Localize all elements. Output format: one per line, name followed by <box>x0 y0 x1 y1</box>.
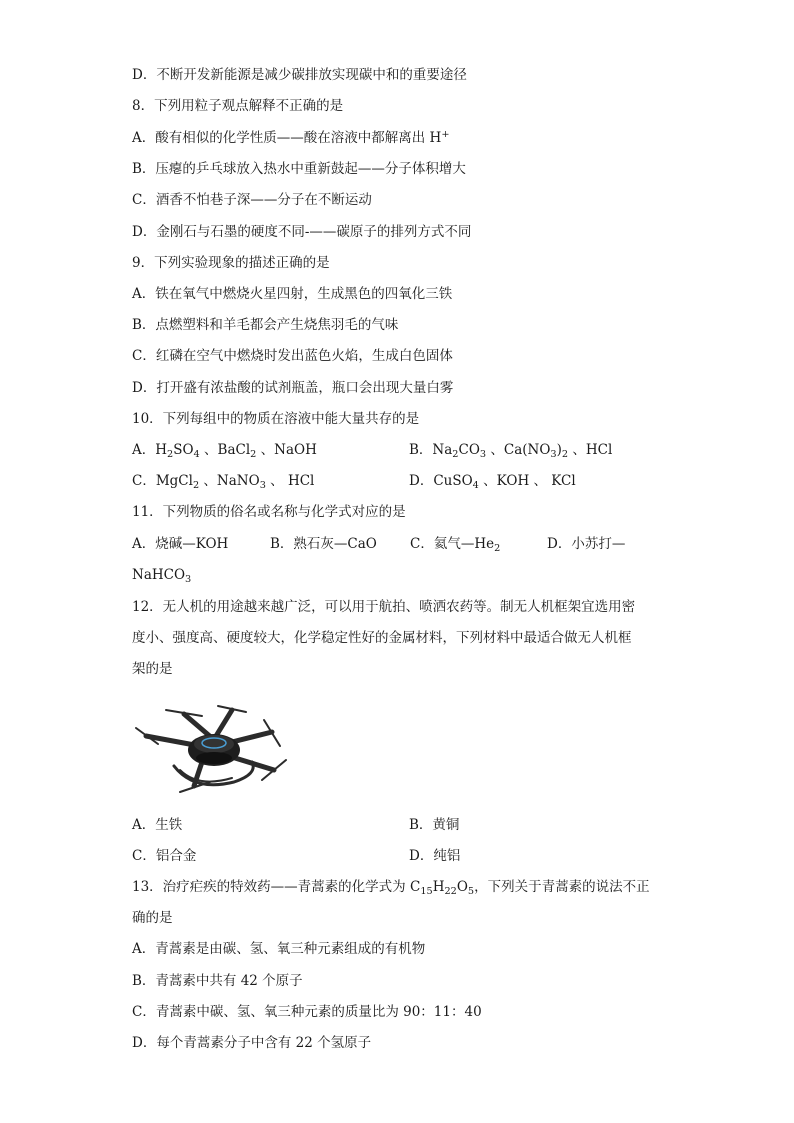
drone-image <box>134 700 294 800</box>
q10-c-s1: 2 <box>192 479 200 491</box>
q10-option-b <box>409 440 612 460</box>
q11-d-s1: 3 <box>185 573 192 585</box>
q13-option-d: D．每个青蒿素分子中含有 22 个氢原子 <box>132 1035 372 1051</box>
q10-b-p3: 、Ca(NO <box>486 442 551 458</box>
q10-option-a <box>132 440 317 460</box>
q8-option-c: C．酒香不怕巷子深——分子在不断运动 <box>132 192 372 208</box>
q10-b-p5: 、HCl <box>568 442 613 458</box>
q13-l1-p2: H <box>432 879 445 895</box>
q10-stem: 10．下列每组中的物质在溶液中能大量共存的是 <box>132 411 420 427</box>
q10-a-p4: 、NaOH <box>256 442 317 458</box>
q13-option-b: B．青蒿素中共有 42 个原子 <box>132 973 303 989</box>
q10-b-p1: B．Na <box>409 442 453 458</box>
q10-b-s1: 2 <box>452 448 459 460</box>
q12-option-a: A．生铁 <box>132 817 183 833</box>
q11-option-d: D．小苏打— <box>547 536 626 552</box>
q12-option-b: B．黄铜 <box>409 817 460 833</box>
q10-a-p2: SO <box>173 442 194 458</box>
q8-option-a-text: A．酸有相似的化学性质——酸在溶液中都解离出 H <box>132 130 442 146</box>
q10-a-s1: 2 <box>167 448 174 460</box>
q7-option-d: D．不断开发新能源是减少碳排放实现碳中和的重要途径 <box>132 67 467 83</box>
q11-option-d-continued <box>132 565 191 585</box>
q9-stem: 9．下列实验现象的描述正确的是 <box>132 255 330 271</box>
q8-option-d: D．金刚石与石墨的硬度不同-——碳原子的排列方式不同 <box>132 224 472 240</box>
q11-option-b: B．熟石灰—CaO <box>270 536 377 552</box>
q10-d-p2: 、KOH 、 KCl <box>478 473 576 489</box>
q10-c-p3: 、 HCl <box>265 473 315 489</box>
q11-c-p1: C．氦气—He <box>410 536 495 552</box>
q9-option-a: A．铁在氧气中燃烧火星四射，生成黑色的四氧化三铁 <box>132 286 453 302</box>
q10-d-p1: D．CuSO <box>409 473 473 489</box>
q10-b-p2: CO <box>458 442 480 458</box>
q12-stem-line2: 度小、强度高、硬度较大，化学稳定性好的金属材料，下列材料中最适合做无人机框 <box>132 630 632 646</box>
q13-l1-p1: 13．治疗疟疾的特效药——青蒿素的化学式为 C <box>132 879 421 895</box>
q13-option-c: C．青蒿素中碳、氢、氧三种元素的质量比为 90：11：40 <box>132 1004 482 1020</box>
q8-option-a <box>132 128 449 148</box>
q10-b-p4: ) <box>556 442 562 458</box>
q10-b-s3: 3 <box>550 448 557 460</box>
q11-option-c <box>410 534 500 554</box>
q10-a-s3: 2 <box>250 448 257 460</box>
q12-stem-line3: 架的是 <box>132 661 173 677</box>
q10-d-s1: 4 <box>472 479 479 491</box>
q13-stem-line2: 确的是 <box>132 910 173 926</box>
q10-c-s2: 3 <box>259 479 266 491</box>
q13-l1-s1: 15 <box>420 885 433 897</box>
q10-option-d <box>409 471 576 491</box>
q8-option-a-sup: + <box>441 129 450 141</box>
q10-a-p3: 、BaCl <box>199 442 251 458</box>
q9-option-c: C．红磷在空气中燃烧时发出蓝色火焰，生成白色固体 <box>132 348 453 364</box>
q13-l1-s2: 22 <box>444 885 457 897</box>
q13-stem-line1 <box>132 877 650 897</box>
q8-option-b: B．压瘪的乒乓球放入热水中重新鼓起——分子体积增大 <box>132 161 466 177</box>
q13-option-a: A．青蒿素是由碳、氢、氧三种元素组成的有机物 <box>132 941 426 957</box>
q11-c-s1: 2 <box>494 542 501 554</box>
q10-a-s2: 4 <box>193 448 200 460</box>
q10-c-p1: C．MgCl <box>132 473 193 489</box>
q8-stem: 8．下列用粒子观点解释不正确的是 <box>132 98 344 114</box>
q9-option-b: B．点燃塑料和羊毛都会产生烧焦羽毛的气味 <box>132 317 399 333</box>
q9-option-d: D．打开盛有浓盐酸的试剂瓶盖，瓶口会出现大量白雾 <box>132 380 454 396</box>
q11-stem: 11．下列物质的俗名或名称与化学式对应的是 <box>132 504 406 520</box>
q12-stem-line1: 12．无人机的用途越来越广泛，可以用于航拍、喷洒农药等。制无人机框架宜选用密 <box>132 599 636 615</box>
q12-option-d: D．纯铝 <box>409 848 461 864</box>
q10-b-s4: 2 <box>561 448 569 460</box>
q11-option-a: A．烧碱—KOH <box>132 536 229 552</box>
q12-option-c: C．铝合金 <box>132 848 197 864</box>
q10-b-s2: 3 <box>479 448 487 460</box>
q13-l1-p4: ，下列关于青蒿素的说法不正 <box>474 879 650 895</box>
q13-l1-p3: O <box>456 879 468 895</box>
q13-l1-s3: 5 <box>467 885 475 897</box>
q11-d-p1: NaHCO <box>132 567 186 583</box>
q10-c-p2: 、NaNO <box>199 473 260 489</box>
q10-a-p1: A．H <box>132 442 168 458</box>
q10-option-c <box>132 471 314 491</box>
